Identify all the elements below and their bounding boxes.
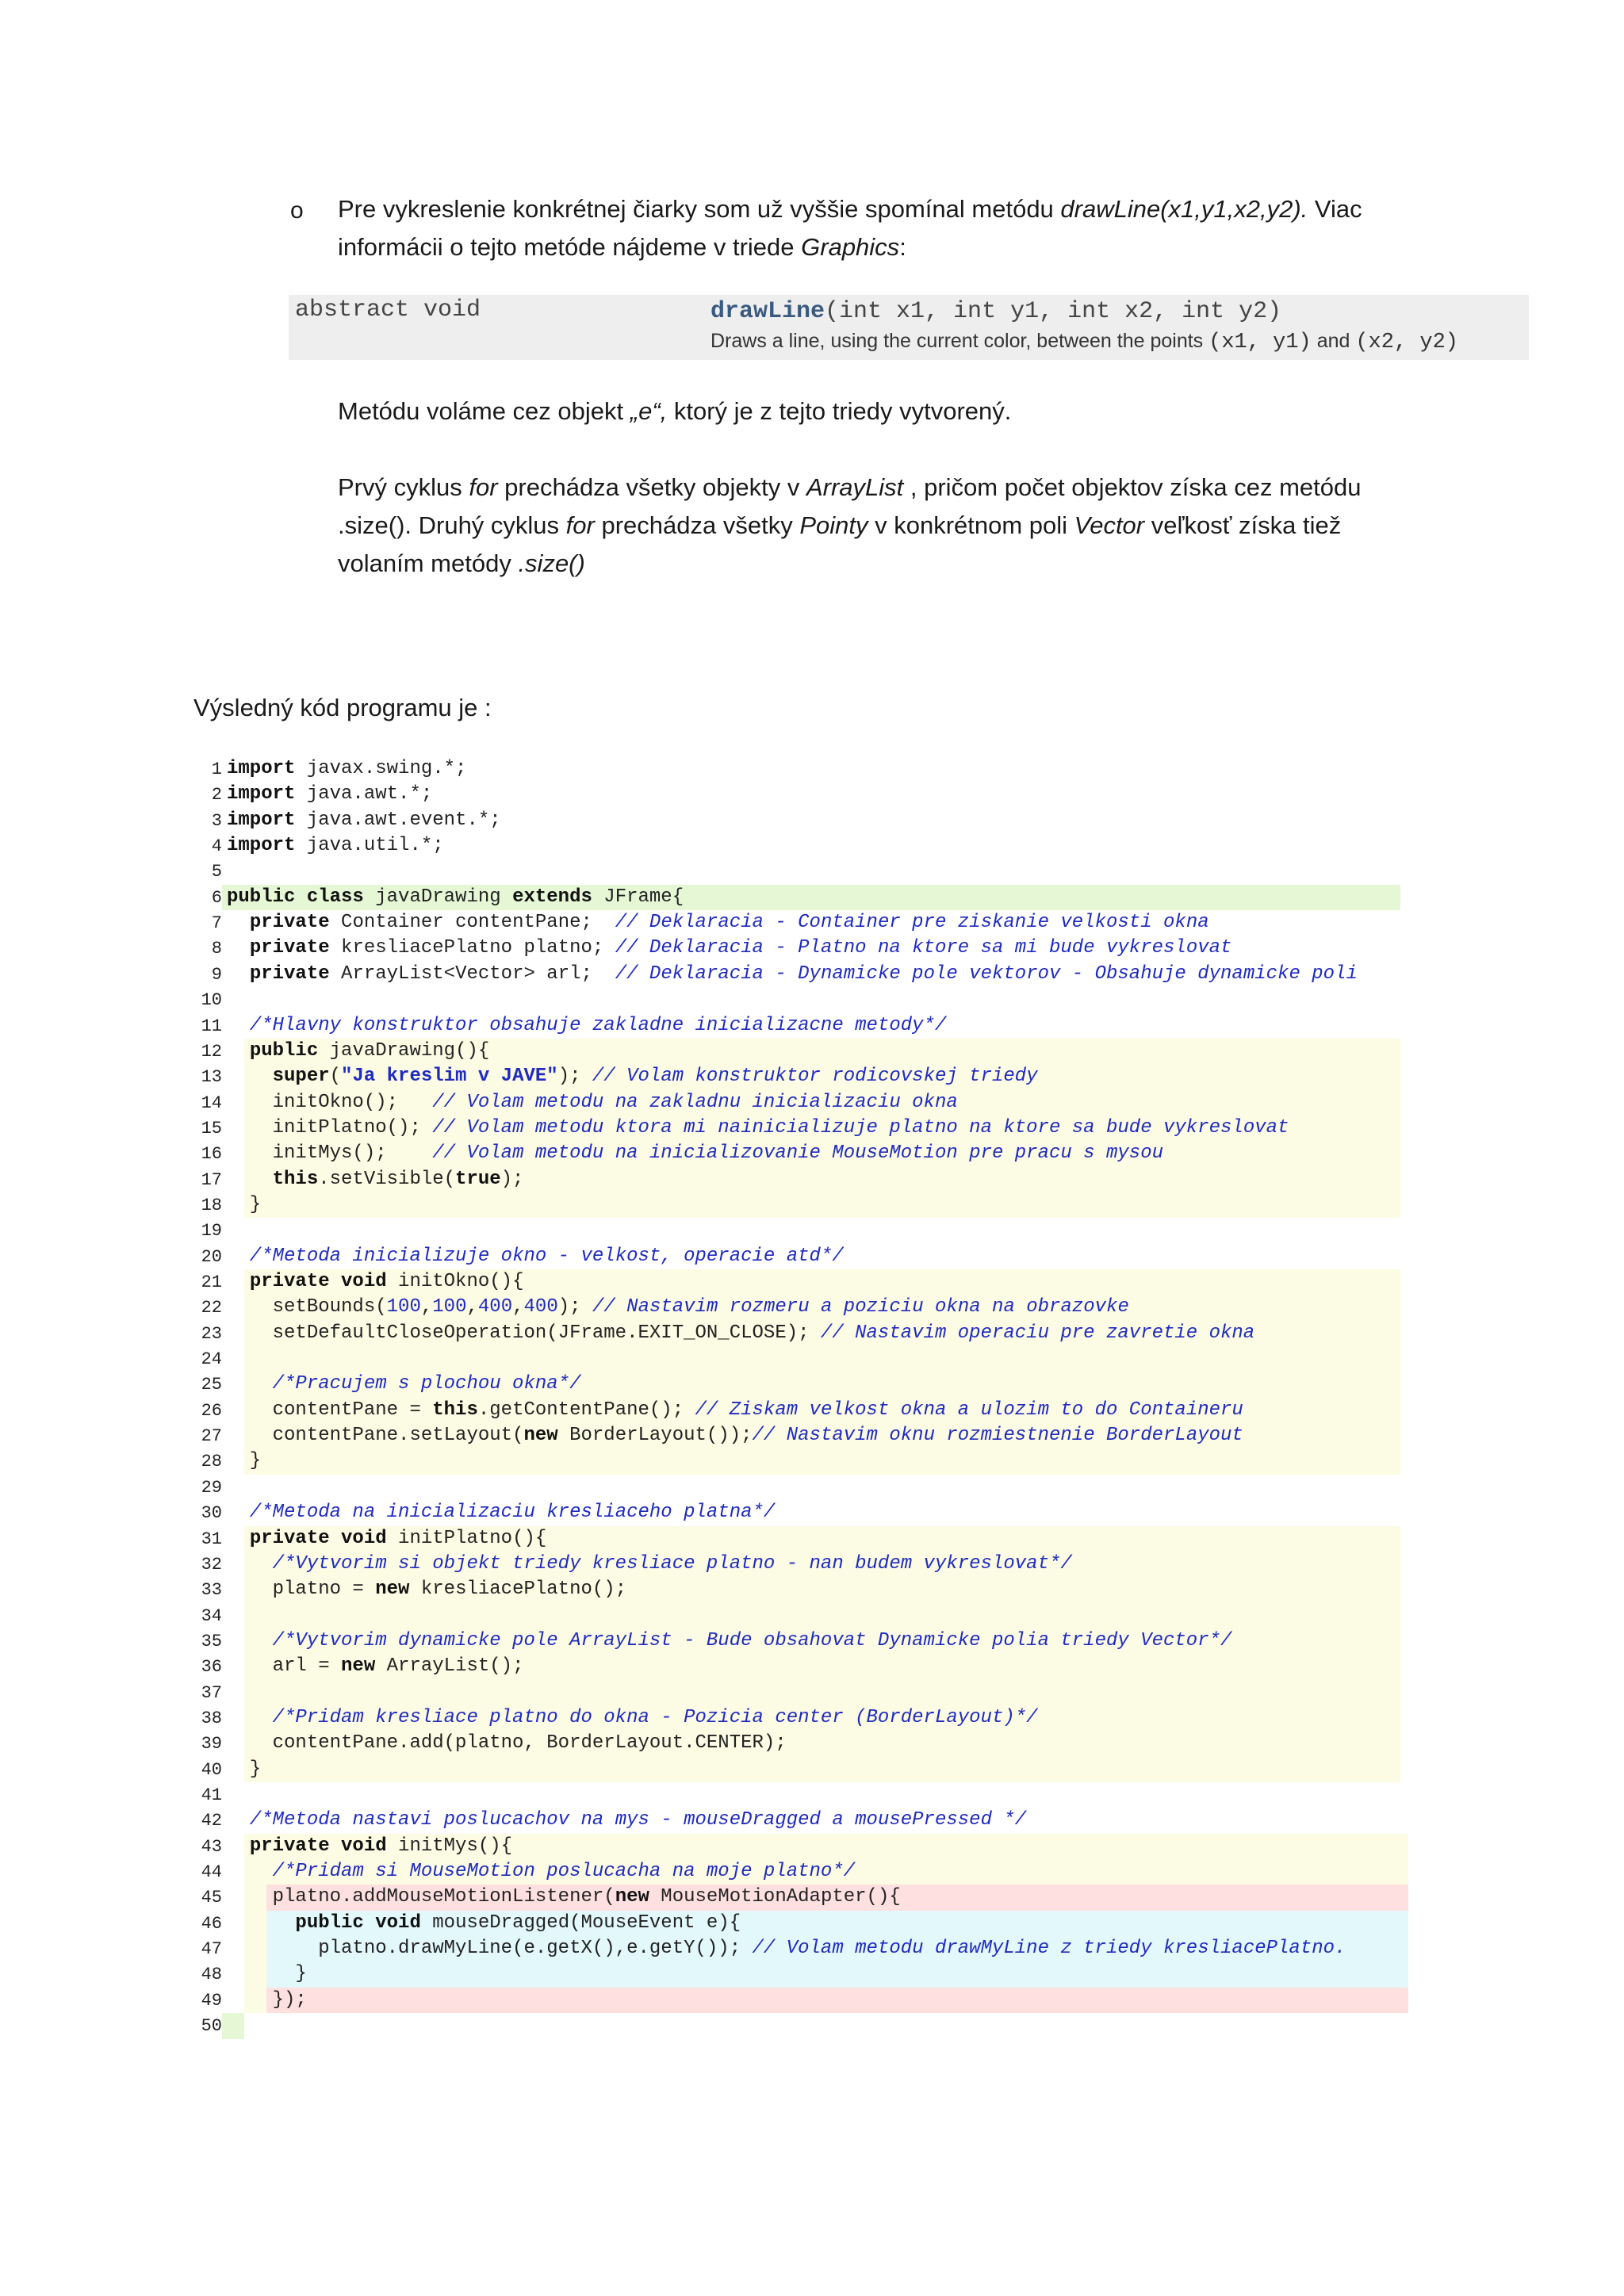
line-number: 23 [201, 1323, 222, 1344]
api-method-signature: drawLine(int x1, int y1, int x2, int y2) [710, 298, 1282, 325]
api-method-link[interactable]: drawLine [710, 298, 825, 325]
code-line: /*Vytvorim si objekt triedy kresliace platno - nan budem vykreslovat*/ [272, 1552, 1072, 1575]
line-number: 10 [201, 990, 222, 1011]
line-number: 2 [211, 785, 222, 806]
line-number: 31 [201, 1529, 222, 1549]
code-line: /*Metoda na inicializaciu kresliaceho platna*/ [249, 1502, 776, 1524]
code-line: initMys(); // Volam metodu na inicializovanie MouseMotion pre pracu s mysou [227, 1142, 1163, 1165]
line-number: 34 [201, 1605, 222, 1626]
line-number: 7 [211, 913, 222, 934]
line-number: 42 [201, 1811, 222, 1831]
line-number: 46 [201, 1913, 222, 1934]
code-line: import javax.swing.*; [227, 758, 467, 779]
line-number: 18 [201, 1195, 222, 1215]
code-heading: Výsledný kód programu je : [193, 694, 492, 721]
line-number: 13 [201, 1067, 222, 1088]
line-number: 30 [201, 1503, 222, 1524]
code-line: arl = new ArrayList(); [227, 1655, 524, 1678]
code-line: import java.awt.*; [227, 783, 433, 806]
line-number: 38 [201, 1708, 222, 1728]
code-line: } [227, 1963, 307, 1985]
line-number: 29 [201, 1477, 222, 1498]
line-number: 21 [201, 1272, 222, 1292]
line-number: 47 [201, 1939, 222, 1960]
code-line: private void initPlatno(){ [249, 1527, 547, 1549]
line-number: 25 [201, 1375, 222, 1395]
code-line: } [227, 1193, 262, 1215]
code-line: platno.addMouseMotionListener(new MouseMotionAdapter(){ [227, 1886, 901, 1908]
code-line: private void initMys(){ [249, 1835, 513, 1857]
code-line: setBounds(100,100,400,400); // Nastavim rozmeru a poziciu okna na obrazovke [227, 1296, 1129, 1318]
paragraph-method-call: Metódu voláme cez objekt „e“, ktorý je z tejto triedy vytvorený. [338, 397, 1012, 425]
code-line: private void initOkno(){ [249, 1271, 524, 1292]
line-number: 35 [201, 1631, 222, 1651]
code-line: /*Metoda nastavi poslucachov na mys - mouseDragged a mousePressed */ [249, 1809, 1027, 1831]
line-number: 4 [211, 836, 222, 857]
line-number: 5 [211, 862, 222, 882]
code-line: contentPane.add(platno, BorderLayout.CENTER); [227, 1732, 787, 1755]
api-method-description: Draws a line, using the current color, between the points (x1, y1) and (x2, y2) [710, 330, 1458, 354]
code-line: public javaDrawing(){ [249, 1039, 490, 1062]
bullet-marker: o [290, 197, 304, 224]
line-number: 26 [201, 1400, 222, 1421]
code-line: setDefaultCloseOperation(JFrame.EXIT_ON_CLOSE); // Nastavim operaciu pre zavretie okna [227, 1322, 1255, 1344]
line-number: 12 [201, 1041, 222, 1062]
line-number: 27 [201, 1426, 222, 1447]
line-number: 28 [201, 1452, 222, 1472]
code-line: /*Pridam si MouseMotion poslucacha na moje platno*/ [272, 1861, 856, 1883]
line-number: 36 [201, 1657, 222, 1678]
line-number: 11 [201, 1016, 222, 1036]
code-line: contentPane = this.getContentPane(); // Ziskam velkost okna a ulozim to do Containeru [227, 1399, 1243, 1421]
line-number: 50 [201, 2016, 222, 2037]
line-number: 19 [201, 1221, 222, 1242]
code-line: platno = new kresliacePlatno(); [227, 1578, 627, 1601]
line-number: 16 [201, 1144, 222, 1165]
code-listing [193, 756, 1431, 2047]
line-number: 43 [201, 1836, 222, 1857]
line-number: 48 [201, 1965, 222, 1985]
line-number: 41 [201, 1785, 222, 1805]
code-line: public class javaDrawing extends JFrame{ [227, 886, 684, 908]
api-modifier: abstract void [295, 297, 481, 323]
line-number: 49 [201, 1990, 222, 2011]
code-line: private Container contentPane; // Deklaracia - Container pre ziskanie velkosti okna [249, 912, 1209, 934]
code-line: } [227, 1450, 262, 1472]
line-number: 9 [211, 964, 222, 985]
line-number: 33 [201, 1580, 222, 1601]
code-line: /*Metoda inicializuje okno - velkost, operacie atd*/ [249, 1245, 844, 1267]
line-number: 45 [201, 1888, 222, 1908]
line-number: 24 [201, 1349, 222, 1370]
code-highlight-band [266, 1988, 1408, 2013]
line-number: 39 [201, 1734, 222, 1755]
code-line: import java.util.*; [227, 835, 444, 857]
code-line: private kresliacePlatno platno; // Deklaracia - Platno na ktore sa mi bude vykreslovat [249, 937, 1232, 959]
code-line: initOkno(); // Volam metodu na zakladnu inicializaciu okna [227, 1091, 958, 1113]
line-number: 6 [211, 887, 222, 908]
code-line: contentPane.setLayout(new BorderLayout());// Nastavim oknu rozmiestnenie BorderLayout [227, 1425, 1243, 1447]
code-line: import java.awt.event.*; [227, 809, 501, 831]
bullet-paragraph: Pre vykreslenie konkrétnej čiarky som už vyššie spomínal metódu drawLine(x1,y1,x2,y2). Viac informácii o tejto metóde nájdeme v triede Graphics: [338, 195, 1362, 261]
line-number: 32 [201, 1554, 222, 1575]
api-signature-box [289, 295, 1529, 360]
line-number: 37 [201, 1682, 222, 1703]
code-line: public void mouseDragged(MouseEvent e){ [295, 1911, 741, 1934]
code-line: }); [227, 1988, 307, 2011]
code-line: } [227, 1758, 262, 1780]
code-line: /*Pridam kresliace platno do okna - Pozicia center (BorderLayout)*/ [272, 1706, 1038, 1728]
line-number: 14 [201, 1093, 222, 1113]
code-line: /*Vytvorim dynamicke pole ArrayList - Bude obsahovat Dynamicke polia triedy Vector*/ [272, 1629, 1232, 1651]
code-line: /*Hlavny konstruktor obsahuje zakladne inicializacne metody*/ [249, 1014, 947, 1036]
code-line: this.setVisible(true); [272, 1168, 524, 1190]
code-line: private ArrayList<Vector> arl; // Deklaracia - Dynamicke pole vektorov - Obsahuje dynamicke poli [249, 962, 1358, 985]
code-line: initPlatno(); // Volam metodu ktora mi nainicializuje platno na ktore sa bude vykreslovat [227, 1116, 1289, 1138]
line-number: 15 [201, 1118, 222, 1138]
code-line: platno.drawMyLine(e.getX(),e.getY()); // Volam metodu drawMyLine z triedy kresliacePlatno. [227, 1938, 1346, 1960]
line-number: 8 [211, 939, 222, 959]
paragraph-loops: Prvý cyklus for prechádza všetky objekty v ArrayList , pričom počet objektov získa cez metódu .size(). Druhý cyklus for prechádza všetky Pointy v konkrétnom poli Vector veľkosť získa tiež volaním metódy .size() [338, 473, 1362, 577]
code-line: super("Ja kreslim v JAVE"); // Volam konstruktor rodicovskej triedy [272, 1066, 1038, 1088]
line-number: 22 [201, 1298, 222, 1318]
line-number: 40 [201, 1759, 222, 1780]
line-number: 3 [211, 810, 222, 831]
line-number: 20 [201, 1246, 222, 1267]
line-number: 17 [201, 1169, 222, 1190]
code-line: /*Pracujem s plochou okna*/ [272, 1373, 581, 1395]
line-number: 44 [201, 1862, 222, 1883]
line-number: 1 [211, 760, 222, 779]
